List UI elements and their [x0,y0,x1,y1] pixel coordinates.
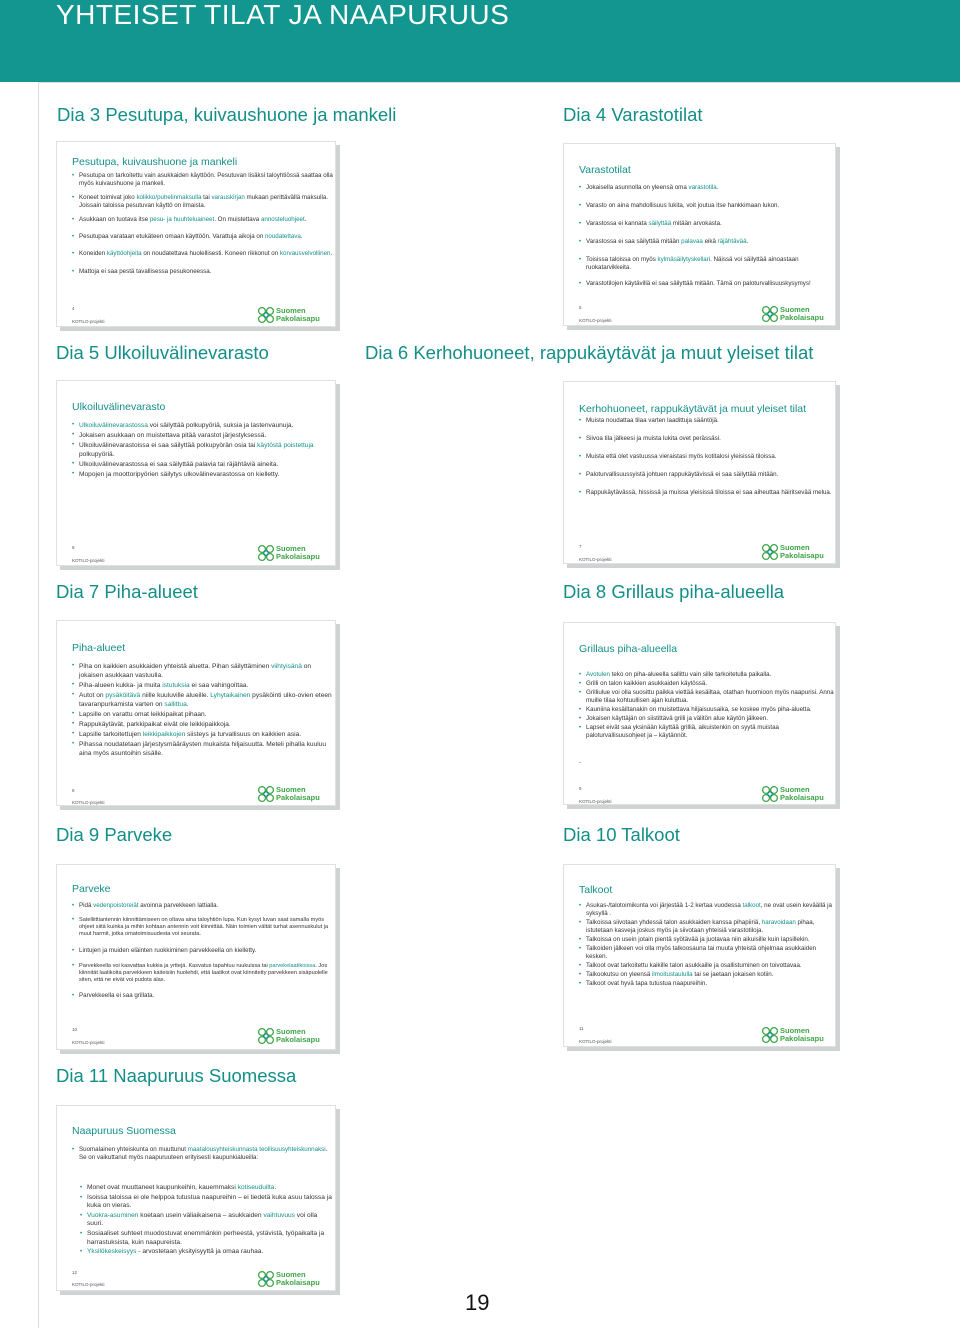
text-segment: tai [201,194,212,201]
list-item [71,947,335,955]
dia-heading: Dia 7 Piha-alueet [56,581,198,602]
slide-number: 5 [579,305,582,310]
text-segment: pihaa, istutetaan kasveja joskus myös ja siivotaan yhteisiä varastotiloja. [586,919,815,934]
dia-heading: Dia 3 Pesutupa, kuivaushuone ja mankeli [57,104,397,125]
header-band [0,0,960,82]
text-segment: Satelliittiantennin kiinnittämiseen on oltava aina taloyhtiön lupa. Kun kysyt luvan saat samalla myös ohjeet siitä kuinka ja mihin kohtaan antennin voit kiinnittää. Näin toimien vältät turhat asennuskulut ja muut harmit, jotka omatoimisuudesta voi seurata. [79,917,329,938]
text-segment: . On muistettava [214,216,261,223]
list-item [578,256,835,272]
logo-line-2: Pakolaisapu [780,792,824,802]
list-item [71,421,335,430]
suomen-pakolaisapu-logo [761,542,831,562]
list-item [71,431,335,440]
text-segment: Parvekkeella voi kasvattaa kukkia ja yrttejä. Kasvatus tapahtuu ruukuissa tai [79,962,270,969]
flower-icon [761,305,779,323]
flower-icon [257,785,275,803]
text-segment: Grilli on talon kaikkien asukkaiden käytössä. [586,680,708,687]
list-item [71,1146,335,1162]
list-item [71,172,335,188]
slide-thumbnail [56,380,336,566]
logo-text [276,1271,320,1286]
highlighted-term: talkoot [742,902,761,909]
slide-title: Grillaus piha-alueella [579,643,678,655]
highlighted-term: palavaa [681,238,703,245]
list-item [71,691,335,709]
list-item [578,962,835,970]
logo-line-2: Pakolaisapu [276,313,320,323]
text-segment: tai se jaetaan jokaisen kotiin. [692,971,774,978]
logo-line-2: Pakolaisapu [276,1277,320,1287]
project-label: KOTILO-projekti [72,1040,105,1045]
highlighted-term: Yksilökeskeisyys [87,1248,137,1256]
highlighted-term: Lyhytaikainen [210,692,251,699]
list-item [71,194,335,210]
project-label: KOTILO-projekti [72,1282,105,1287]
bullet-list [71,172,335,276]
text-segment: eikä [702,238,718,245]
list-item [71,902,335,910]
highlighted-term: käytöstä poistettuja [257,442,314,449]
text-segment: . [304,216,307,223]
highlighted-term: annosteluohjeet [260,216,305,223]
list-item [71,250,335,258]
text-segment: Muista noudattaa tilaa varten laadittuja sääntöjä. [586,417,719,424]
text-segment: Varastotilojen käytävillä ei saa säilyttää mitään. Tämä on paloturvallisuuskysymys! [586,280,811,287]
highlighted-term: pysäköitävä [105,692,141,699]
text-segment: Koneet toimivat joko [79,194,137,201]
list-item [578,971,835,979]
dia-heading: Dia 9 Parveke [56,824,173,845]
list-item [71,730,335,739]
text-segment: . [186,701,189,708]
text-segment: Talkoot ovat hyvä tapa tutustua naapureihin. [586,980,708,987]
text-segment: . Näissä voi säilyttää ainoastaan ruokatarvikkeita. [586,256,799,271]
text-segment: Asukkaan on tuotava itse [79,216,150,223]
flower-icon [761,1026,779,1044]
project-label: KOTILO-projekti [579,318,612,323]
highlighted-term: parvekelaatikoissa [269,962,316,969]
text-segment: Lapsille on varattu omat leikkipaikat pihaan. [79,711,207,718]
list-item [578,184,835,192]
slide-title: Naapuruus Suomessa [72,1125,176,1137]
highlighted-term: räjähtävää [717,238,747,245]
slide-dash: - [579,760,581,766]
text-segment: Talkookutsu on yleensä [586,971,653,978]
logo-line-1: Suomen [276,785,306,794]
text-segment: . [716,184,719,191]
highlighted-term: leikkipaikkojen [142,731,186,738]
highlighted-term: sallittua [164,701,187,708]
list-item [578,202,835,210]
suomen-pakolaisapu-logo [257,1269,327,1289]
logo-line-1: Suomen [780,785,810,794]
logo-line-1: Suomen [276,1270,306,1279]
list-item [578,902,835,918]
text-segment: pysäköinti ulko-ovien eteen tavaranpurkamista varten on [79,692,332,708]
slide-number: 11 [579,1026,584,1031]
text-segment: Talkoissa on usein jotain pientä syötävää ja juotavaa niin aikuisille kuin lapsillekin. [586,936,810,943]
highlighted-term: Ulkoiluvälinevarastossa [79,422,148,429]
list-item [79,1212,335,1229]
text-segment: koetaan usein väliaikaisena – asukkaiden [138,1211,264,1219]
project-label: KOTILO-projekti [72,800,105,805]
dia-heading: Dia 10 Talkoot [563,824,680,845]
list-item [578,936,835,944]
slide-thumbnail [563,622,836,805]
text-segment: Pesutupaa varataan etukäteen omaan käyttöön. Varattuja aikoja on [79,233,265,240]
logo-line-1: Suomen [780,1026,810,1035]
text-segment: Jokaisella asunnolla on yleensä oma [586,184,689,191]
slide-title: Ulkoiluvälinevarasto [72,401,166,413]
logo-text [780,786,824,801]
logo-line-2: Pakolaisapu [276,792,320,802]
list-item [578,680,835,688]
text-segment: avoinna parvekkeen lattialla. [138,902,219,909]
slide-thumbnail [563,143,836,326]
logo-line-1: Suomen [780,543,810,552]
project-label: KOTILO-projekti [579,557,612,562]
logo-line-2: Pakolaisapu [276,1034,320,1044]
text-segment: on jokaisen asukkaan vastuulla. [79,663,312,679]
text-segment: Jokaisen käyttäjän on siistittävä grilli ja välitön alue käytön jälkeen. [586,715,768,722]
flower-icon [257,1270,275,1288]
suomen-pakolaisapu-logo [761,784,831,804]
text-segment: Jokaisen asukkaan on muistettava pitää varastot järjestyksessä. [79,432,267,439]
text-segment: Rappukäytävät, parkkipaikat eivät ole leikkipaikkoja. [79,721,231,728]
list-item [71,681,335,690]
highlighted-term: varastotila [688,184,717,191]
text-segment: Talkoiden jälkeen voi olla myös talkoosauna tai muuta yhteistä ohjelmaa asukkaiden kesken. [586,945,817,960]
list-item [71,740,335,758]
list-item [578,945,835,961]
text-segment: . [300,233,303,240]
list-item [71,710,335,719]
text-segment: - arvostetaan yksityisyyttä ja omaa rauhaa. [136,1248,264,1256]
suomen-pakolaisapu-logo [761,304,831,324]
list-item [578,489,832,497]
logo-text [276,786,320,801]
text-segment: Pidä [79,902,94,909]
highlighted-term: korvausvelvollinen [279,250,331,257]
highlighted-term: vedenpoistoreiät [93,902,139,909]
text-segment: . [330,250,333,257]
sub-bullet-list [79,1184,335,1257]
suomen-pakolaisapu-logo [257,305,327,325]
dia-heading: Dia 6 Kerhohuoneet, rappukäytävät ja muut yleiset tilat [365,342,814,363]
page-title: YHTEISET TILAT JA NAAPURUUS [56,0,510,30]
flower-icon [257,544,275,562]
logo-line-2: Pakolaisapu [780,1033,824,1043]
project-label: KOTILO-projekti [579,1039,612,1044]
list-item [79,1194,335,1211]
text-segment: mitään arvokasta. [671,220,722,227]
text-segment: Kauniina kesäiltanakin on muistettava hiljaisuusaika, se koskee myös piha-aluetta. [586,706,812,713]
text-segment: voi olla suuri. [87,1211,318,1228]
list-item [71,917,335,939]
logo-line-1: Suomen [276,1027,306,1036]
dia-heading: Dia 4 Varastotilat [563,104,703,125]
highlighted-term: käyttöohjeita [106,250,142,257]
slide-title: Piha-alueet [72,642,126,654]
text-segment: Talkoot ovat tarkoitettu kaikille talon asukkaille ja osallistuminen on toivottavaa. [586,962,802,969]
highlighted-term: ilmoitustaululla [652,971,693,978]
logo-line-2: Pakolaisapu [780,312,824,322]
list-item [578,980,835,988]
highlighted-term: säilyttää [648,220,672,227]
text-segment: Ulkoiluvälinevarastoissa ei saa säilyttää polkupyörän osia tai [79,442,258,449]
suomen-pakolaisapu-logo [257,784,327,804]
project-label: KOTILO-projekti [72,558,105,563]
text-segment: Koneiden [79,250,107,257]
suomen-pakolaisapu-logo [257,543,327,563]
text-segment: Rappukäytävässä, hississä ja muissa yleisissä tiloissa ei saa aiheuttaa häiritsevää melua. [586,489,832,496]
slide-number: 8 [72,788,75,793]
suomen-pakolaisapu-logo [257,1026,327,1046]
list-item [79,1248,335,1257]
page-number: 19 [465,1290,490,1315]
text-segment: Pesutupa on tarkoitettu vain asukkaiden käyttöön. Pesutuvan lisäksi taloyhtiössä saattaa olla myös kuivaushuone ja mankeli. [79,172,333,187]
slide-title: Pesutupa, kuivaushuone ja mankeli [72,156,238,168]
text-segment: Suomalainen yhteiskunta on muuttunut [79,1146,188,1153]
text-segment: Lapset eivät saa yksinään käyttää grilliä, aikuistenkin on syytä muistaa paloturvallisuusohjeet ja – käytännöt. [586,724,779,739]
list-item [578,453,832,461]
highlighted-term: kylmäsäilytyskellari [657,256,711,263]
text-segment: Grilliulue voi olla suosittu paikka viettää kesäiltaa, otathan huomioon myös naapurisi. Anna muille tilaa kohtuullisen ajan kuluttua. [586,689,834,704]
text-segment: Autot on [79,692,106,699]
bullet-list [578,417,832,497]
text-segment: . [274,1184,277,1191]
list-item [578,238,835,246]
list-item [578,706,835,714]
text-segment: Talkoissa siivotaan yhdessä talon asukkaiden kanssa pihapiiriä, [586,919,762,926]
logo-line-1: Suomen [276,306,306,315]
list-item [71,992,335,1000]
slide-number: 7 [579,544,582,549]
slide-thumbnail [563,864,836,1047]
list-item [71,720,335,729]
text-segment: Parvekkeella ei saa grillata. [79,992,155,1000]
highlighted-term: Vuokra-asuminen [87,1211,139,1219]
highlighted-term: kotiseuduilta [237,1184,275,1191]
list-item [578,919,835,935]
list-item [578,435,832,443]
list-item [578,689,835,705]
logo-text [780,544,824,559]
flower-icon [761,543,779,561]
slide-number: 12 [72,1270,78,1275]
logo-text [276,1028,320,1043]
list-item [71,662,335,680]
text-segment: Paloturvallisuussyistä johtuen rappukäytävissä ei saa säilyttää mitään. [586,471,779,478]
text-segment: on noudatettava huolellisesti. Koneen rikkonut on [141,250,280,257]
text-segment: Isoissa taloissa ei ole helppoa tutustua naapureihin – ei tiedetä kuka asuu talossa ja kuka on vieras. [87,1193,332,1210]
text-segment: Lintujen ja muiden eläinten ruokkiminen parvekkeella on kielletty. [79,946,257,954]
logo-text [276,307,320,322]
slide-thumbnail [56,864,336,1050]
text-segment: Piha-alueen kukka- ja muita [79,682,163,689]
flower-icon [257,306,275,324]
list-item [71,441,335,459]
suomen-pakolaisapu-logo [761,1025,831,1045]
list-item [71,268,335,276]
text-segment: Ulkoiluvälinevarastossa ei saa säilyttää palavia tai räjähtäviä aineita. [79,461,279,468]
bullet-list [578,671,835,740]
text-segment: Piha on kaikkien asukkaiden yhteistä aluetta. Pihan säilyttäminen [79,663,272,670]
flower-icon [761,785,779,803]
slide-number: 10 [72,1027,78,1032]
text-segment: . Se on vaikuttanut myös naapuruuteen erityisesti kaupunkialueilla: [79,1146,328,1161]
highlighted-term: varauskirjan [211,194,245,201]
highlighted-term: Avotulen [586,671,610,678]
dia-heading: Dia 8 Grillaus piha-alueella [563,581,785,602]
bullet-list [71,421,335,479]
text-segment: Varastossa ei saa säilyttää mitään [586,238,682,245]
slide-title: Parveke [72,883,111,895]
logo-text [780,1027,824,1042]
dia-heading: Dia 11 Naapuruus Suomessa [56,1065,297,1086]
text-segment: Monet ovat muuttaneet kaupunkeihin, kauemmaksi [87,1184,238,1191]
text-segment: mukaan perittävällä maksulla. Joissain taloissa pesutuvan käyttö on ilmaista. [79,194,329,209]
text-segment: Lapsille tarkoitettujen [79,731,143,738]
list-item [71,963,335,985]
slide-number: 4 [72,306,75,311]
list-item [578,715,835,723]
text-segment: Mopojen ja moottoripyörien säilytys ulkovälinevarastossa on kielletty. [79,471,280,478]
list-item [578,417,832,425]
logo-line-2: Pakolaisapu [276,551,320,561]
slide-title: Kerhohuoneet, rappukäytävät ja muut yleiset tilat [579,403,807,415]
bullet-list [578,184,835,288]
text-segment: niille kuuluville alueille. [140,692,211,699]
text-segment: . [746,238,749,245]
highlighted-term: kolikko/puhelinmaksulla [136,194,202,201]
slide-title: Talkoot [579,884,613,896]
bullet-list [71,662,335,758]
list-item [578,724,835,740]
logo-line-1: Suomen [780,305,810,314]
list-item [71,216,335,224]
logo-text [780,306,824,321]
list-item [71,460,335,469]
slide-number: 6 [72,545,75,550]
list-item [71,470,335,479]
text-segment: Asukas-/talotoimikunta voi järjestää 1-2 kertaa vuodessa [586,902,743,909]
list-item [71,233,335,241]
text-segment: polkupyöriä. [79,451,115,458]
highlighted-term: noudatettava [264,233,301,240]
flower-icon [257,1027,275,1045]
bullet-list [578,902,835,988]
text-segment: Sosiaaliset suhteet muodostuvat enemmänkin perheestä, ystävistä, työpaikalta ja harrastuksista, kuin naapureista. [87,1229,325,1246]
slide-thumbnail [56,141,336,327]
text-segment: teko on piha-alueella sallittu vain sille tarkoitetulla paikalla. [609,671,772,678]
highlighted-term: maatalousyhteiskunnasta teollisuusyhteiskunnaksi [187,1146,326,1153]
logo-text [276,545,320,560]
highlighted-term: istutuksia [162,682,190,689]
text-segment: siisteys ja turvallisuus on kaikkien asia. [185,731,302,738]
list-item [79,1230,335,1247]
highlighted-term: haravoidaan [761,919,796,926]
slide-number: 9 [579,786,582,791]
dia-heading: Dia 5 Ulkoiluvälinevarasto [56,342,269,363]
text-segment: Mattoja ei saa pestä tavallisessa pesukoneessa. [79,268,212,275]
text-segment: ei saa vahingoittaa. [189,682,249,689]
logo-line-2: Pakolaisapu [780,550,824,560]
slide-thumbnail [56,1105,336,1291]
logo-line-1: Suomen [276,544,306,553]
list-item [578,280,835,288]
text-segment: Toisissa taloissa on myös [586,256,658,263]
text-segment: voi säilyttää polkupyöriä, suksia ja lastenvaunuja. [147,422,294,429]
project-label: KOTILO-projekti [72,319,105,324]
project-label: KOTILO-projekti [579,799,612,804]
slide-thumbnail [56,620,336,806]
list-item [578,471,832,479]
text-segment: , ne ovat usein keväällä ja syksyllä . [586,902,832,917]
text-segment: Varasto on aina mahdollisuus lukita, voit joutua itse hankkimaan lukon. [586,202,780,209]
bullet-list [71,902,335,1000]
text-segment: Siivoa tila jälkeesi ja muista lukita ovet perässäsi. [586,435,721,442]
highlighted-term: vaihtuvuus [263,1211,295,1219]
text-segment: . Jos kiinnität laatikoita parvekkeen kaiteisiin huolehdi, että laatikot ovat kiinnitetty parvekkeen sisäpuolelle siten, että ne eivät voi pudota alas. [79,962,328,984]
highlighted-term: pesu- ja huuhteluaineet [149,216,215,223]
slide-thumbnail [563,381,836,564]
list-item [578,671,835,679]
bullet-list [71,1146,335,1162]
slide-title: Varastotilat [579,164,631,176]
text-segment: Varastossa ei kannata [586,220,649,227]
list-item [79,1184,335,1193]
list-item [578,220,835,228]
text-segment: Muista että olet vastuussa vieraistasi myös kotitalosi yleisissä tiloissa. [586,453,777,460]
highlighted-term: viihtyisänä [271,663,302,670]
text-segment: Pihassa noudatetaan järjestysmääräysten mukaista hiljaisuutta. Meteli pihalla kuuluu aina myös asuntoihin sisälle. [79,741,327,757]
